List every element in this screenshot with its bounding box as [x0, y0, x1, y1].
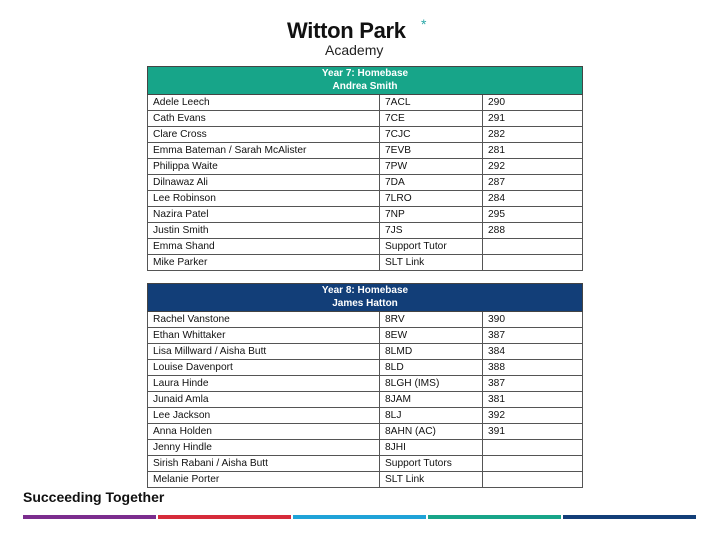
- tutor-name-cell: Junaid Amla: [148, 392, 380, 408]
- room-number-cell: [483, 472, 583, 488]
- table-row: [148, 239, 583, 255]
- room-number-cell: [483, 440, 583, 456]
- room-number-cell: 291: [483, 111, 583, 127]
- room-number-cell: 290: [483, 95, 583, 111]
- logo-name: Witton Park: [287, 18, 406, 43]
- tutor-group-cell: 8LGH (IMS): [380, 376, 483, 392]
- tutor-name-cell: Sirish Rabani / Aisha Butt: [148, 456, 380, 472]
- year8-title: Year 8: Homebase: [321, 285, 409, 296]
- tutor-name-cell: Louise Davenport: [148, 360, 380, 376]
- tutor-name-cell: Nazira Patel: [148, 207, 380, 223]
- year7-lead: Andrea Smith: [332, 80, 398, 92]
- school-logo: [287, 18, 447, 60]
- tutor-name-cell: Emma Shand: [148, 239, 380, 255]
- table-row: [148, 392, 583, 408]
- tutor-name-cell: Laura Hinde: [148, 376, 380, 392]
- tutor-name-cell: Rachel Vanstone: [148, 312, 380, 328]
- room-number-cell: 384: [483, 344, 583, 360]
- table-row: [148, 207, 583, 223]
- tutor-group-cell: 7EVB: [380, 143, 483, 159]
- table-row: [148, 143, 583, 159]
- tutor-name-cell: Emma Bateman / Sarah McAlister: [148, 143, 380, 159]
- room-number-cell: 392: [483, 408, 583, 424]
- room-number-cell: 281: [483, 143, 583, 159]
- tutor-group-cell: 8JHI: [380, 440, 483, 456]
- room-number-cell: 292: [483, 159, 583, 175]
- tutor-group-cell: 8LMD: [380, 344, 483, 360]
- tutor-name-cell: Lee Robinson: [148, 191, 380, 207]
- table-row: [148, 191, 583, 207]
- stripe-segment: [23, 515, 156, 519]
- room-number-cell: 282: [483, 127, 583, 143]
- footer-tagline: Succeeding Together: [23, 489, 165, 505]
- table-row: [148, 472, 583, 488]
- room-number-cell: 391: [483, 424, 583, 440]
- table-row: [148, 456, 583, 472]
- tutor-group-cell: 7NP: [380, 207, 483, 223]
- room-number-cell: 284: [483, 191, 583, 207]
- table-row: [148, 127, 583, 143]
- tutor-group-cell: 8RV: [380, 312, 483, 328]
- table-row: [148, 223, 583, 239]
- tutor-group-cell: Support Tutor: [380, 239, 483, 255]
- table-row: [148, 175, 583, 191]
- year7-rows: [148, 95, 583, 271]
- table-row: [148, 424, 583, 440]
- table-row: [148, 111, 583, 127]
- year8-table-header: [148, 284, 583, 312]
- table-row: [148, 408, 583, 424]
- table-row: [148, 255, 583, 271]
- tutor-group-cell: 8AHN (AC): [380, 424, 483, 440]
- room-number-cell: 287: [483, 175, 583, 191]
- year8-rows: [148, 312, 583, 488]
- room-number-cell: [483, 239, 583, 255]
- tutor-name-cell: Adele Leech: [148, 95, 380, 111]
- room-number-cell: 387: [483, 376, 583, 392]
- room-number-cell: [483, 255, 583, 271]
- table-row: [148, 328, 583, 344]
- year7-homebase-table: [147, 66, 583, 271]
- year8-lead: James Hatton: [332, 297, 398, 309]
- room-number-cell: 295: [483, 207, 583, 223]
- tutor-name-cell: Cath Evans: [148, 111, 380, 127]
- stripe-segment: [563, 515, 696, 519]
- table-row: [148, 376, 583, 392]
- tutor-group-cell: 7DA: [380, 175, 483, 191]
- tutor-group-cell: SLT Link: [380, 255, 483, 271]
- tutor-name-cell: Jenny Hindle: [148, 440, 380, 456]
- logo-star-icon: *: [421, 16, 427, 32]
- year7-table-header: [148, 67, 583, 95]
- table-row: [148, 440, 583, 456]
- year7-title: Year 7: Homebase: [321, 68, 409, 79]
- tutor-name-cell: Lee Jackson: [148, 408, 380, 424]
- stripe-segment: [428, 515, 561, 519]
- tutor-name-cell: Clare Cross: [148, 127, 380, 143]
- tutor-group-cell: 8JAM: [380, 392, 483, 408]
- tutor-group-cell: 8LJ: [380, 408, 483, 424]
- table-row: [148, 159, 583, 175]
- tutor-name-cell: Philippa Waite: [148, 159, 380, 175]
- table-row: [148, 312, 583, 328]
- room-number-cell: 288: [483, 223, 583, 239]
- tutor-group-cell: 7PW: [380, 159, 483, 175]
- room-number-cell: 387: [483, 328, 583, 344]
- tutor-group-cell: 7CJC: [380, 127, 483, 143]
- tutor-name-cell: Ethan Whittaker: [148, 328, 380, 344]
- tutor-name-cell: Justin Smith: [148, 223, 380, 239]
- table-row: [148, 344, 583, 360]
- room-number-cell: 381: [483, 392, 583, 408]
- logo-subtitle: Academy: [325, 42, 384, 58]
- table-row: [148, 95, 583, 111]
- table-row: [148, 360, 583, 376]
- stripe-segment: [158, 515, 291, 519]
- tutor-name-cell: Anna Holden: [148, 424, 380, 440]
- tutor-name-cell: Melanie Porter: [148, 472, 380, 488]
- tutor-group-cell: Support Tutors: [380, 456, 483, 472]
- room-number-cell: [483, 456, 583, 472]
- tutor-group-cell: SLT Link: [380, 472, 483, 488]
- tutor-group-cell: 7JS: [380, 223, 483, 239]
- tutor-group-cell: 8EW: [380, 328, 483, 344]
- tutor-group-cell: 7CE: [380, 111, 483, 127]
- tutor-group-cell: 7ACL: [380, 95, 483, 111]
- tutor-name-cell: Mike Parker: [148, 255, 380, 271]
- tutor-name-cell: Lisa Millward / Aisha Butt: [148, 344, 380, 360]
- stripe-segment: [293, 515, 426, 519]
- tutor-group-cell: 7LRO: [380, 191, 483, 207]
- year8-homebase-table: [147, 283, 583, 488]
- room-number-cell: 390: [483, 312, 583, 328]
- room-number-cell: 388: [483, 360, 583, 376]
- tutor-group-cell: 8LD: [380, 360, 483, 376]
- tutor-name-cell: Dilnawaz Ali: [148, 175, 380, 191]
